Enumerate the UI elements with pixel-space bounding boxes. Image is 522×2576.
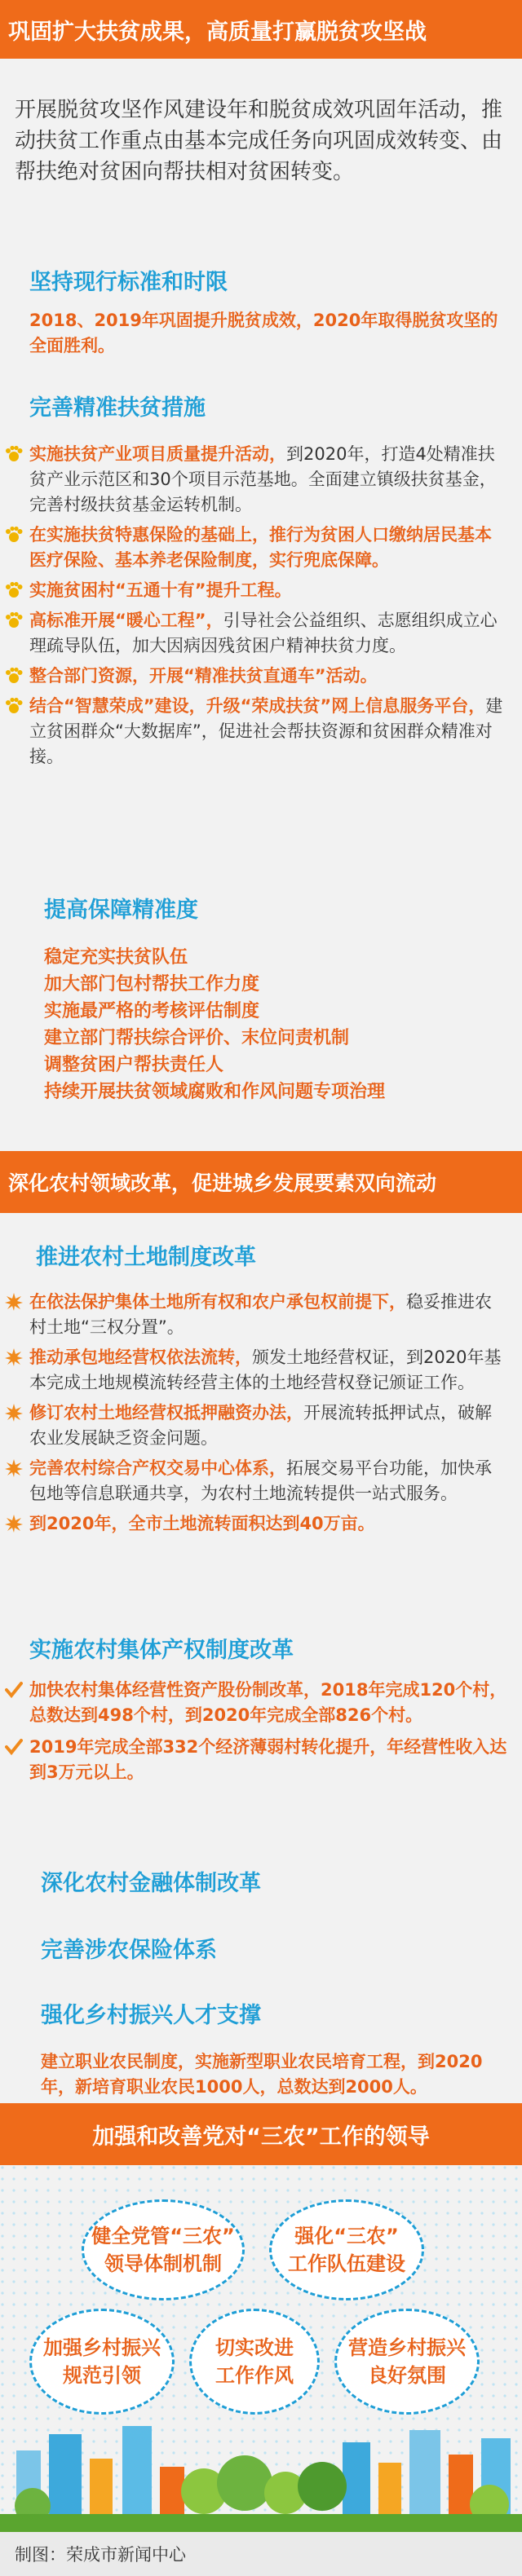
measure-highlight: 在实施扶贫特惠保险的基础上，推行为贫困人口缴纳居民基本医疗保险、基本养老保险制度，实行兜底保障。 <box>29 525 492 570</box>
checkmark-icon <box>5 1681 23 1699</box>
burst-icon <box>5 1459 23 1477</box>
sub-heading-finance: 深化农村金融体制改革 <box>41 1871 261 1896</box>
leadership-bubble <box>82 2199 245 2300</box>
land-text: 稳妥推进农村土地“三权分置”。 <box>29 1292 492 1337</box>
collective-item <box>0 1735 522 1785</box>
bubble-line: 领导体制机制 <box>104 2252 222 2275</box>
bubble-line: 良好氛围 <box>368 2364 446 2387</box>
credit-text: 制图：荣成市新闻中心 <box>15 2545 186 2565</box>
section1-title: 巩固扩大扶贫成果，高质量打赢脱贫攻坚战 <box>8 19 427 45</box>
section3-title: 加强和改善党对“三农”工作的领导 <box>92 2124 430 2150</box>
team-bubble <box>269 2199 424 2300</box>
guarantee-list <box>0 944 522 1105</box>
guarantee-item: 加大部门包村帮扶工作力度 <box>44 974 260 995</box>
guarantee-item: 调整贫困户帮扶责任人 <box>44 1055 224 1075</box>
guidance-bubble <box>29 2309 175 2415</box>
guarantee-item: 建立部门帮扶综合评价、末位问责机制 <box>44 1028 350 1048</box>
paw-icon <box>5 581 23 599</box>
style-bubble <box>189 2309 320 2415</box>
footer-credit <box>0 2532 522 2576</box>
land-item <box>0 1400 522 1451</box>
guarantee-item: 稳定充实扶贫队伍 <box>44 947 188 968</box>
bubble-line: 工作队伍建设 <box>288 2252 405 2275</box>
bubble-line: 规范引领 <box>63 2364 141 2387</box>
land-item <box>0 1290 522 1340</box>
measure-item <box>0 664 522 689</box>
land-highlight: 推动承包地经营权依法流转， <box>29 1348 252 1367</box>
land-list <box>0 1290 522 1542</box>
land-highlight: 修订农村土地经营权抵押融资办法， <box>29 1403 303 1423</box>
land-highlight: 到2020年，全市土地流转面积达到40万亩。 <box>29 1514 375 1533</box>
measure-item <box>0 578 522 603</box>
bubble-line: 工作作风 <box>215 2364 294 2387</box>
guarantee-item: 实施最严格的考核评估制度 <box>44 1001 260 1021</box>
standards-text: 2018、2019年巩固提升脱贫成效，2020年取得脱贫攻坚的全面胜利。 <box>29 311 498 355</box>
sub-heading-measures: 完善精准扶贫措施 <box>29 395 206 421</box>
collective-item <box>0 1678 522 1728</box>
talent-text: 建立职业农民制度，实施新型职业农民培育工程，到2020年，新培育职业农民1000人，总数达到2000人。 <box>41 2052 483 2097</box>
bubble-line: 切实改进 <box>215 2336 294 2359</box>
section2-banner <box>0 1151 522 1213</box>
burst-icon <box>5 1293 23 1311</box>
paw-icon <box>5 445 23 463</box>
guarantee-item: 持续开展扶贫领域腐败和作风问题专项治理 <box>44 1082 386 1102</box>
burst-icon <box>5 1515 23 1533</box>
measure-item <box>0 523 522 573</box>
land-text: 开展流转抵押试点，破解农业发展缺乏资金问题。 <box>29 1403 492 1448</box>
paw-icon <box>5 697 23 715</box>
sub-heading-land: 推进农村土地制度改革 <box>36 1245 256 1270</box>
measure-highlight: 结合“智慧荣成”建设，升级“荣成扶贫”网上信息服务平台， <box>29 696 486 716</box>
collective-list <box>0 1678 522 1785</box>
bubble-line: 营造乡村振兴 <box>348 2336 466 2359</box>
sub-heading-talent: 强化乡村振兴人才支撑 <box>41 2003 261 2028</box>
land-item <box>0 1456 522 1506</box>
measure-text: 建立贫困群众“大数据库”，促进社会帮扶资源和贫困群众精准对接。 <box>29 696 503 766</box>
paw-icon <box>5 667 23 685</box>
bubble-line: 加强乡村振兴 <box>43 2336 161 2359</box>
section2-title: 深化农村领域改革，促进城乡发展要素双向流动 <box>8 1171 437 1195</box>
section1-intro: 开展脱贫攻坚作风建设年和脱贫成效巩固年活动，推动扶贫工作重点由基本完成任务向巩固成效转变、由帮扶绝对贫困向帮扶相对贫困转变。 <box>15 98 503 184</box>
measure-text: 引导社会公益组织、志愿组织成立心理疏导队伍，加大因病因残贫困户精神扶贫力度。 <box>29 611 498 655</box>
land-text: 拓展交易平台功能，加快承包地等信息联通共享，为农村土地流转提供一站式服务。 <box>29 1458 492 1503</box>
atmosphere-bubble <box>334 2309 480 2415</box>
land-highlight: 完善农村综合产权交易中心体系， <box>29 1458 286 1478</box>
sub-heading-standards: 坚持现行标准和时限 <box>29 270 228 295</box>
bubble-line: 健全党管“三农” <box>91 2225 235 2247</box>
sub-heading-collective: 实施农村集体产权制度改革 <box>29 1638 294 1663</box>
measure-highlight: 高标准开展“暖心工程”， <box>29 611 223 630</box>
land-highlight: 在依法保护集体土地所有权和农户承包权前提下， <box>29 1292 406 1312</box>
section3-banner <box>0 2103 522 2165</box>
measure-highlight: 实施贫困村“五通十有”提升工程。 <box>29 580 292 600</box>
collective-text: 2019年完成全部332个经济薄弱村转化提升，年经营性收入达到3万元以上。 <box>29 1737 507 1782</box>
measure-item <box>0 694 522 770</box>
measure-item <box>0 442 522 518</box>
checkmark-icon <box>5 1738 23 1756</box>
measures-list <box>0 442 522 774</box>
sub-heading-insurance: 完善涉农保险体系 <box>41 1938 217 1963</box>
land-text: 颁发土地经营权证，到2020年基本完成土地规模流转经营主体的土地经营权登记颁证工作。 <box>29 1348 502 1392</box>
measure-item <box>0 608 522 659</box>
land-item <box>0 1345 522 1396</box>
measure-text: 到2020年，打造4处精准扶贫产业示范区和30个项目示范基地。全面建立镇级扶贫基金，完善村级扶贫基金运转机制。 <box>29 444 497 514</box>
collective-text: 加快农村集体经营性资产股份制改革，2018年完成120个村，总数达到498个村，到2020年完成全部826个村。 <box>29 1680 507 1725</box>
sub-heading-guarantee: 提高保障精准度 <box>44 898 198 923</box>
burst-icon <box>5 1348 23 1366</box>
paw-icon <box>5 611 23 629</box>
village-illustration <box>0 2402 522 2532</box>
paw-icon <box>5 526 23 544</box>
land-item <box>0 1511 522 1537</box>
bubble-line: 强化“三农” <box>294 2225 399 2247</box>
section1-banner <box>0 0 522 59</box>
measure-highlight: 整合部门资源，开展“精准扶贫直通车”活动。 <box>29 666 378 686</box>
burst-icon <box>5 1404 23 1422</box>
measure-highlight: 实施扶贫产业项目质量提升活动， <box>29 444 286 464</box>
